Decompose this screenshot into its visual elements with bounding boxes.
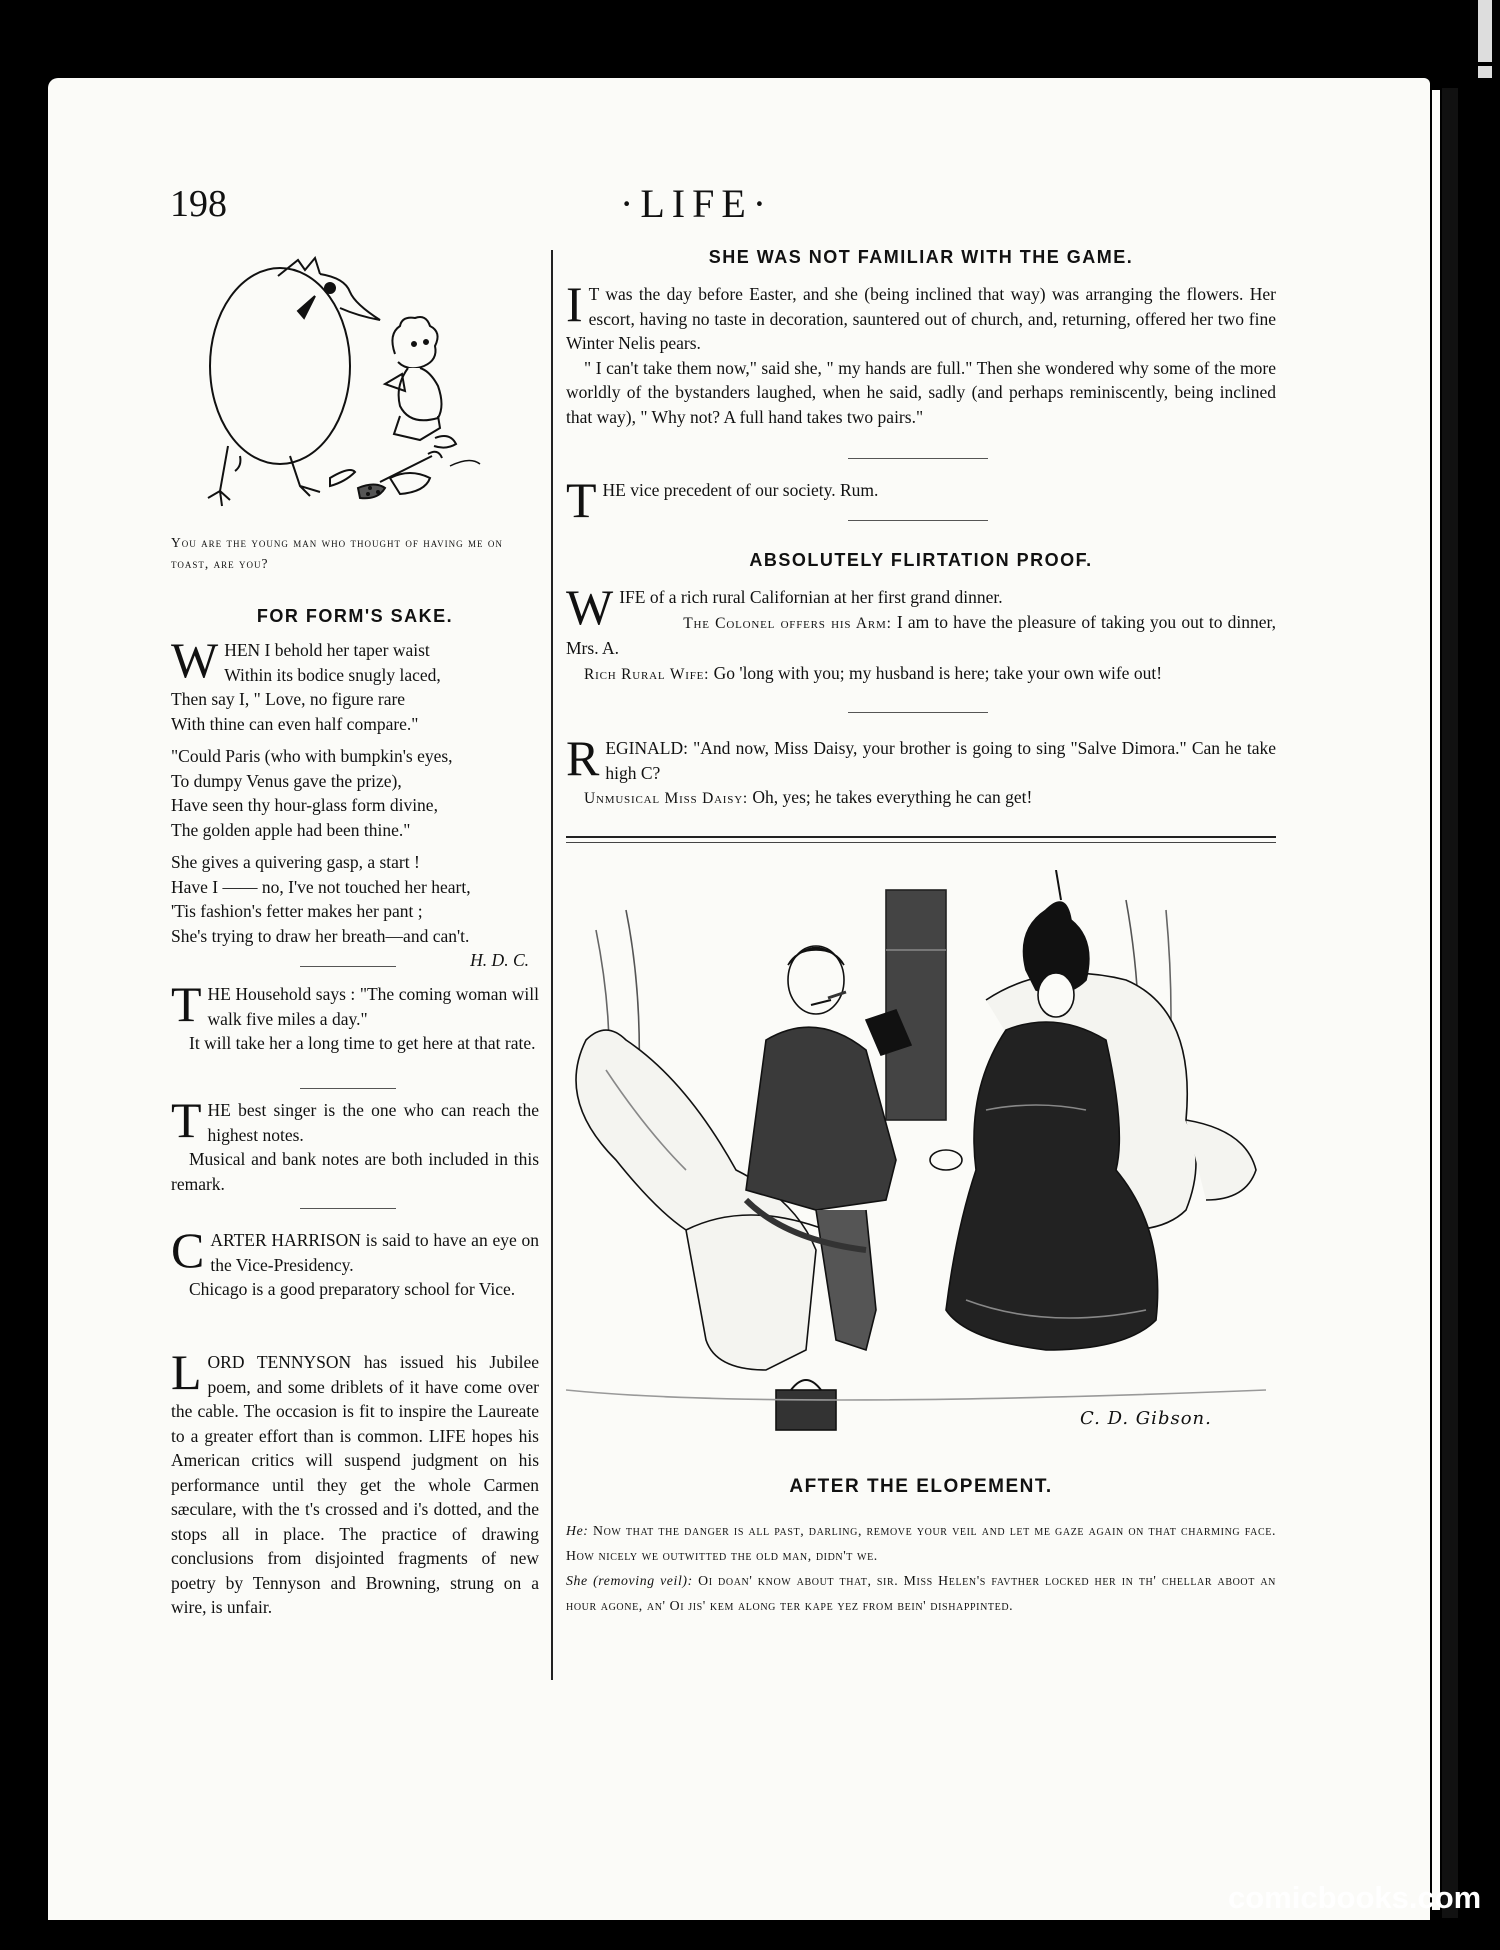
household-item: [171, 976, 539, 1056]
dropcap: I: [566, 276, 583, 332]
poem-line: HEN I behold her taper waist: [224, 640, 430, 660]
dropcap: W: [171, 632, 219, 688]
harrison-comment: Chicago is a good preparatory school for Vice.: [189, 1279, 516, 1299]
poem-signature: H. D. C.: [470, 950, 529, 970]
cartoon-caption: You are the young man who thought of having me on toast, are you?: [171, 535, 503, 571]
poem-line: Have I —— no, I've not touched her heart,: [171, 876, 471, 897]
vice-text: HE vice precedent of our society. Rum.: [602, 480, 879, 500]
poem-line: The golden apple had been thine.": [171, 819, 411, 840]
dropcap: L: [171, 1344, 202, 1400]
tennyson-item: [171, 1344, 539, 1620]
poem-line: Then say I, " Love, no figure rare: [171, 689, 406, 709]
dialogue-line: I am to have the pleasure of taking you out to dinner, Mrs. A.: [566, 611, 1276, 658]
separator: [300, 966, 396, 967]
speaker-label: Rich Rural Wife:: [584, 665, 710, 683]
vice-item: [566, 472, 1276, 528]
poem-line: "Could Paris (who with bumpkin's eyes,: [171, 746, 453, 766]
singer-item: [171, 1092, 539, 1196]
corner-mark: [1478, 0, 1492, 62]
dialogue-line: Go 'long with you; my husband is here; take your own wife out!: [709, 662, 1163, 683]
section-rule: [566, 842, 1276, 843]
game-title: SHE WAS NOT FAMILIAR WITH THE GAME.: [708, 247, 1134, 267]
poem-line: She gives a quivering gasp, a start !: [171, 852, 420, 872]
separator: [848, 712, 988, 713]
poem-line: She's trying to draw her breath—and can't.: [171, 925, 470, 946]
site-watermark: comicbooks.com: [1228, 1880, 1482, 1915]
speaker-label: He:: [566, 1523, 589, 1538]
dialogue-line: Oh, yes; he takes everything he can get!: [748, 787, 1033, 807]
dropcap: T: [171, 976, 202, 1032]
speaker-label: The Colonel offers his Arm:: [683, 614, 892, 632]
section-rule: [566, 836, 1276, 838]
poem-line: Within its bodice snugly laced,: [224, 664, 441, 685]
game-paragraph: T was the day before Easter, and she (being inclined that way) was arranging the flowers. Her escort, having no taste in decoration, sauntered out of church, and, returning, offered her two fine Winter Nelis pears.: [566, 284, 1276, 353]
household-comment: It will take her a long time to get here at that rate.: [189, 1033, 536, 1053]
game-paragraph: " I can't take them now," said she, " my hands are full." Then she wondered why some of the more worldly of the bystanders laughed, when he said, sadly (and perhaps reminiscently, being inclined that way), " Why not? A full hand takes two pairs.": [566, 357, 1276, 427]
separator: [300, 1088, 396, 1089]
household-text: HE Household says : "The coming woman will walk five miles a day.": [207, 984, 539, 1029]
dropcap: T: [171, 1092, 202, 1148]
dropcap: R: [566, 730, 600, 786]
poem-title: FOR FORM'S SAKE.: [256, 606, 454, 626]
reginald-story: [566, 730, 1276, 812]
flirtation-title: ABSOLUTELY FLIRTATION PROOF.: [749, 550, 1093, 570]
page-edge: [1432, 90, 1440, 1910]
poem-body: [171, 632, 539, 973]
poem-line: With thine can even half compare.": [171, 713, 419, 734]
separator: [848, 520, 988, 521]
egg-bird-cartoon: [180, 256, 540, 516]
elopement-illustration: [566, 870, 1276, 1450]
poem-line: To dumpy Venus gave the prize),: [171, 770, 402, 791]
singer-text: HE best singer is the one who can reach the highest notes.: [207, 1100, 539, 1145]
column-divider: [551, 250, 553, 1680]
tennyson-text: ORD TENNYSON has issued his Jubilee poem, and some driblets of it have come over the cable. The occasion is fit to inspire the Laureate to a greater effort than is common. LIFE hopes his American critics will suspend judgment on his performance until they get the whole Carmen sæculare, with the t's crossed and i's dotted, and the stops all in place. The practice of drawing conclusions from disjointed fragments of new poetry by Tennyson and Browning, strung on a wire, is unfair.: [171, 1352, 539, 1617]
separator: [848, 458, 988, 459]
speaker-label: Unmusical Miss Daisy:: [584, 790, 749, 807]
caption-line: Now that the danger is all past, darling, remove your veil and let me gaze again on that charming face. How nicely we outwitted the old man, didn't we.: [566, 1523, 1276, 1563]
flirtation-paragraph: IFE of a rich rural Californian at her first grand dinner.: [619, 587, 1003, 607]
masthead: ·LIFE·: [620, 181, 774, 226]
speaker-label: She (removing veil):: [566, 1573, 693, 1588]
singer-comment: Musical and bank notes are both included in this remark.: [171, 1149, 539, 1194]
reginald-paragraph: EGINALD: "And now, Miss Daisy, your brother is going to sing "Salve Dimora." Can he take high C?: [605, 738, 1276, 783]
poem-line: Have seen thy hour-glass form divine,: [171, 795, 438, 815]
illustration-caption: [566, 1518, 1276, 1618]
artist-signature: C. D. Gibson.: [1080, 1408, 1212, 1429]
corner-mark: [1478, 66, 1492, 78]
game-story: [566, 276, 1276, 429]
caption-line: Oi doan' know about that, sir. Miss Helen's favther locked her in th' chellar aboot an hour agone, an' Oi jis' kem along ter kape yez from bein' dishappinted.: [566, 1573, 1276, 1613]
dropcap: C: [171, 1222, 205, 1278]
dropcap: W: [566, 579, 614, 635]
binding-edge: [1442, 88, 1458, 1918]
illustration-title: AFTER THE ELOPEMENT.: [789, 1476, 1053, 1497]
dropcap: T: [566, 472, 597, 528]
harrison-item: [171, 1222, 539, 1302]
flirtation-story: [566, 579, 1276, 687]
page-number: 198: [170, 183, 227, 225]
harrison-text: ARTER HARRISON is said to have an eye on the Vice-Presidency.: [210, 1230, 539, 1275]
separator: [300, 1208, 396, 1209]
poem-line: 'Tis fashion's fetter makes her pant ;: [171, 901, 423, 921]
